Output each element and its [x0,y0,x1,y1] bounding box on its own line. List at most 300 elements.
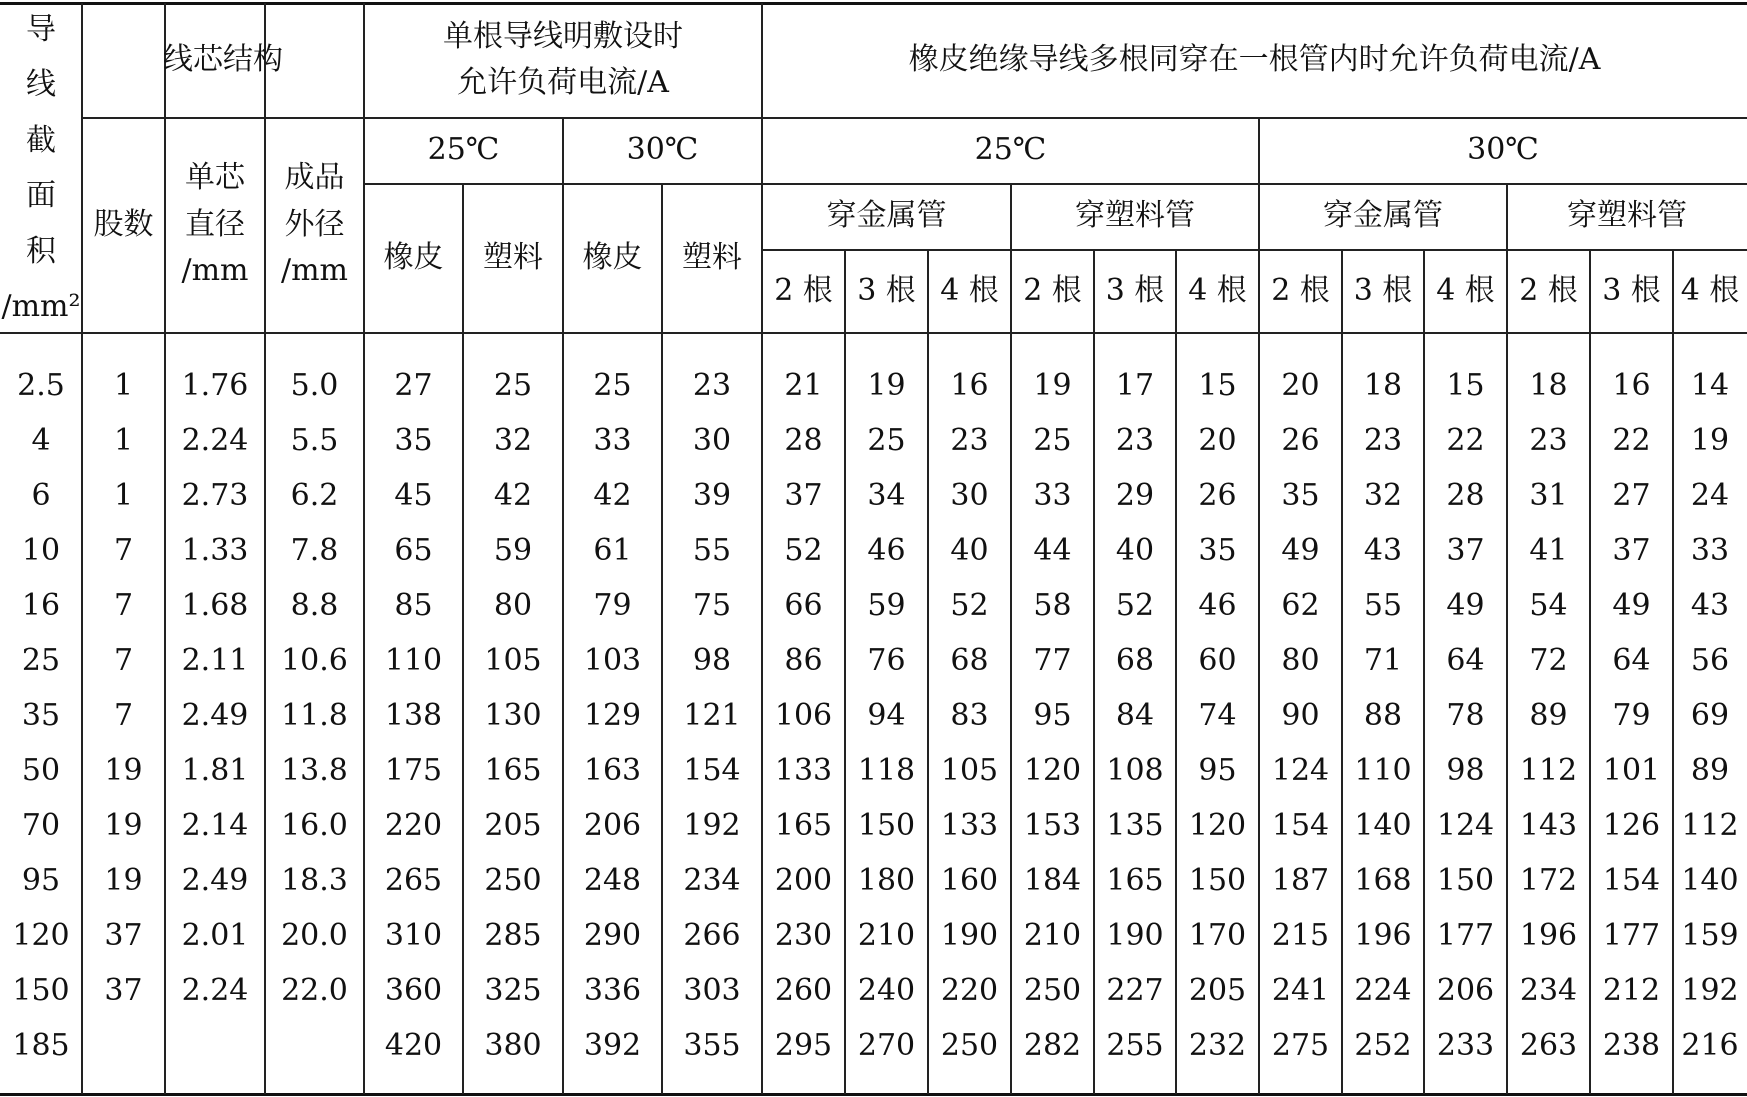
table-cell: 255 [1106,1027,1164,1063]
table-cell: 250 [940,1027,999,1063]
table-cell: 355 [683,1027,741,1063]
table-cell: 154 [1602,862,1661,898]
table-cell: 49 [1281,532,1320,568]
table-cell: 135 [1106,807,1164,843]
table-cell: 25 [1033,422,1072,458]
table-cell: 126 [1602,807,1661,843]
table-cell: 98 [1446,752,1485,788]
wire-count-header: 2 根 [1519,272,1578,308]
table-cell: 153 [1023,807,1082,843]
table-cell: 43 [1363,532,1403,568]
table-cell: 6 [31,477,51,513]
table-cell: 95 [1198,752,1237,788]
table-cell: 360 [384,972,443,1008]
table-cell: 150 [857,807,916,843]
table-cell: 79 [593,587,632,623]
table-cell: 89 [1690,752,1730,788]
table-cell: 2.49 [181,862,249,898]
single-wire-header-line: 允许负荷电流/A [457,65,669,100]
table-cell: 2.14 [181,807,249,843]
table-cell: 61 [593,532,632,568]
table-cell: 265 [384,862,443,898]
wire-count-header: 3 根 [1105,272,1165,308]
table-cell: 21 [784,367,823,403]
multi-wire-header: 橡皮绝缘导线多根同穿在一根管内时允许负荷电流/A [908,41,1601,77]
table-cell: 190 [940,917,999,953]
table-cell: 84 [1115,697,1155,733]
table-cell: 23 [692,367,732,403]
table-cell: 234 [1519,972,1578,1008]
table-cell: 22 [1612,422,1651,458]
wire-count-header: 2 根 [1271,272,1330,308]
table-cell: 105 [940,752,999,788]
table-cell [265,1019,364,1074]
single-wire-header-line: 单根导线明敷设时 [443,18,683,54]
table-cell: 16 [950,367,989,403]
table-cell: 33 [1690,532,1730,568]
table-cell: 37 [104,917,143,953]
table-cell: 72 [1529,642,1568,678]
table-cell: 20 [1281,367,1320,403]
single-25c-header: 25℃ [427,131,500,167]
table-cell: 380 [484,1027,542,1063]
table-cell: 206 [1436,972,1495,1008]
table-cell: 35 [394,422,433,458]
table-cell: 74 [1198,697,1237,733]
area-header-line: 线 [26,67,56,102]
table-cell: 250 [1023,972,1082,1008]
outer-diameter-header [265,117,364,333]
table-cell: 143 [1519,807,1578,843]
table-cell: 95 [21,862,61,898]
table-cell: 250 [484,862,542,898]
table-cell: 150 [1436,862,1495,898]
table-cell: 187 [1271,862,1330,898]
table-cell: 108 [1106,752,1164,788]
table-cell: 80 [493,587,533,623]
area-header-line: /mm² [1,289,81,324]
table-cell: 133 [940,807,999,843]
table-cell: 1.68 [181,587,249,623]
table-cell: 2.73 [181,477,249,513]
table-cell: 41 [1529,532,1568,568]
table-cell: 212 [1602,972,1661,1008]
table-cell: 25 [493,367,533,403]
table-cell: 205 [1188,972,1247,1008]
table-cell: 1.76 [181,367,249,403]
table-cell: 230 [774,917,833,953]
table-cell: 10 [21,532,61,568]
table-cell: 95 [1033,697,1072,733]
outer-diameter-header-line: 外径 [284,206,345,242]
wire-count-header: 2 根 [1023,272,1082,308]
single-30c-plastic: 塑料 [682,239,742,275]
table-cell: 165 [484,752,542,788]
table-cell: 19 [1690,422,1730,458]
table-cell: 52 [1115,587,1155,623]
table-cell: 14 [1690,367,1730,403]
table-cell: 1 [113,477,134,513]
table-cell: 30 [950,477,989,513]
table-cell: 50 [21,752,61,788]
table-cell: 15 [1446,367,1485,403]
single-25c-plastic: 塑料 [483,239,543,275]
table-cell: 150 [1188,862,1247,898]
table-cell: 29 [1115,477,1155,513]
table-cell: 37 [104,972,143,1008]
table-cell: 10.6 [281,642,348,678]
table-cell: 112 [1519,752,1578,788]
multi-30c-plastic-pipe: 穿塑料管 [1567,197,1687,233]
table-cell: 18 [1363,367,1403,403]
table-cell: 138 [384,697,443,733]
table-cell: 59 [867,587,906,623]
core-diameter-header-line: /mm [181,253,249,289]
table-cell: 90 [1281,697,1320,733]
table-cell: 25 [593,367,632,403]
table-cell: 168 [1354,862,1412,898]
table-cell: 110 [384,642,443,678]
table-cell: 8.8 [290,587,339,623]
table-cell: 49 [1446,587,1485,623]
table-cell: 76 [867,642,906,678]
table-cell: 42 [593,477,632,513]
table-cell: 238 [1602,1027,1661,1063]
table-cell: 163 [583,752,642,788]
table-cell: 17 [1115,367,1155,403]
table-cell: 85 [394,587,433,623]
table-cell: 52 [784,532,823,568]
table-cell: 23 [1363,422,1403,458]
table-cell: 30 [692,422,732,458]
table-cell: 200 [774,862,833,898]
table-cell: 290 [583,917,642,953]
table-cell: 15 [1198,367,1237,403]
table-cell: 32 [493,422,533,458]
table-cell: 7 [113,697,134,733]
table-cell: 56 [1690,642,1730,678]
table-cell: 18.3 [281,862,348,898]
table-cell: 70 [21,807,61,843]
table-cell: 55 [692,532,732,568]
core-diameter-header-line: 单芯 [185,160,245,196]
table-cell: 25 [21,642,61,678]
table-cell: 177 [1436,917,1495,953]
table-cell: 216 [1681,1027,1739,1063]
table-cell: 121 [683,697,741,733]
table-cell: 23 [950,422,989,458]
table-cell: 64 [1446,642,1485,678]
table-cell: 224 [1354,972,1412,1008]
table-cell: 83 [950,697,989,733]
single-wire-header [364,3,762,117]
table-cell: 227 [1106,972,1164,1008]
core-diameter-header-line: 直径 [185,206,245,242]
table-cell: 101 [1602,752,1661,788]
table-cell: 140 [1681,862,1739,898]
multi-25c-metal-pipe: 穿金属管 [826,197,947,233]
table-cell: 7 [113,587,134,623]
table-cell: 206 [583,807,642,843]
table-cell: 140 [1354,807,1412,843]
table-cell: 233 [1436,1027,1495,1063]
table-cell: 120 [12,917,70,953]
table-cell: 16 [21,587,61,623]
table-cell: 248 [583,862,642,898]
table-cell: 98 [692,642,732,678]
table-cell: 263 [1519,1027,1578,1063]
wire-count-header: 2 根 [774,272,833,308]
table-cell: 2.01 [181,917,249,953]
area-header-line: 积 [26,233,56,269]
table-cell: 22 [1446,422,1485,458]
table-cell: 159 [1681,917,1739,953]
table-cell: 18 [1529,367,1568,403]
table-cell: 40 [1115,532,1155,568]
table-cell: 210 [857,917,916,953]
wire-count-header: 4 根 [940,272,999,308]
single-30c-header: 30℃ [626,131,699,167]
table-cell: 46 [867,532,906,568]
table-cell: 2.24 [181,422,249,458]
wire-count-header: 4 根 [1188,272,1247,308]
table-cell: 282 [1023,1027,1082,1063]
table-cell: 192 [683,807,741,843]
table-cell: 7.8 [290,532,339,568]
table-cell: 24 [1690,477,1730,513]
table-cell: 205 [484,807,542,843]
table-cell: 49 [1612,587,1651,623]
table-cell: 160 [940,862,999,898]
table-cell: 68 [950,642,989,678]
table-cell: 68 [1115,642,1155,678]
table-cell: 210 [1023,917,1082,953]
table-cell: 64 [1612,642,1651,678]
table-cell: 46 [1198,587,1237,623]
table-cell: 220 [384,807,443,843]
table-cell: 190 [1106,917,1164,953]
table-cell: 120 [1023,752,1082,788]
table-cell: 78 [1446,697,1485,733]
table-cell: 89 [1529,697,1568,733]
table-cell: 165 [1106,862,1164,898]
table-cell: 175 [384,752,443,788]
table-cell: 58 [1033,587,1072,623]
outer-diameter-header-line: /mm [280,253,348,289]
table-cell: 129 [583,697,642,733]
table-cell: 40 [950,532,989,568]
table-cell: 27 [1612,477,1651,513]
table-cell: 71 [1363,642,1403,678]
table-cell: 184 [1023,862,1082,898]
table-cell: 32 [1363,477,1403,513]
table-cell: 1 [113,422,134,458]
table-cell: 62 [1281,587,1320,623]
table-cell: 150 [12,972,70,1008]
table-cell: 1.33 [181,532,249,568]
table-cell: 19 [867,367,906,403]
table-cell: 124 [1436,807,1495,843]
table-cell: 154 [683,752,741,788]
wire-count-header: 4 根 [1680,272,1740,308]
table-cell: 241 [1271,972,1330,1008]
table-cell: 42 [493,477,533,513]
table-cell: 35 [1281,477,1320,513]
table-cell: 420 [384,1027,443,1063]
table-cell: 43 [1690,587,1730,623]
table-cell: 260 [774,972,833,1008]
table-cell: 16.0 [281,807,348,843]
table-cell: 2.24 [181,972,249,1008]
table-cell: 232 [1188,1027,1247,1063]
table-cell: 80 [1281,642,1320,678]
table-cell: 54 [1529,587,1568,623]
table-cell: 19 [104,807,143,843]
table-cell: 88 [1363,697,1403,733]
core-diameter-header [165,117,265,333]
table-cell: 196 [1519,917,1578,953]
table-cell: 105 [484,642,542,678]
table-cell: 19 [104,862,143,898]
area-header-line: 导 [26,11,56,47]
table-cell: 220 [940,972,999,1008]
table-cell: 13.8 [281,752,348,788]
core-structure-header: 线芯结构 [163,41,283,77]
table-cell: 23 [1115,422,1155,458]
multi-30c-header: 30℃ [1467,131,1539,167]
table-cell: 133 [774,752,833,788]
table-cell: 234 [683,862,741,898]
table-cell: 215 [1271,917,1330,953]
table-cell: 2.11 [181,642,249,678]
table-cell: 45 [394,477,433,513]
table-cell: 26 [1198,477,1237,513]
table-cell: 94 [867,697,906,733]
table-cell: 2.49 [181,697,249,733]
table-cell: 310 [384,917,443,953]
table-cell: 44 [1033,532,1072,568]
single-30c-rubber: 橡皮 [582,239,643,275]
table-cell: 11.8 [281,697,348,733]
table-cell: 1.81 [181,752,249,788]
table-cell: 86 [784,642,823,678]
table-bottom-rule [0,1093,1747,1096]
table-cell: 120 [1188,807,1247,843]
table-cell: 28 [1446,477,1485,513]
table-cell: 69 [1690,697,1730,733]
table-cell: 285 [484,917,542,953]
area-header-line: 截 [26,122,56,158]
table-cell: 270 [857,1027,916,1063]
wire-count-header: 3 根 [1353,272,1413,308]
table-cell: 154 [1271,807,1330,843]
table-cell: 266 [683,917,741,953]
table-cell: 77 [1033,642,1072,678]
table-cell: 192 [1681,972,1739,1008]
table-cell: 336 [583,972,642,1008]
table-cell: 25 [867,422,906,458]
table-cell: 103 [583,642,642,678]
area-header [0,3,82,333]
table-cell: 33 [1033,477,1072,513]
single-25c-rubber: 橡皮 [383,239,444,275]
table-cell: 7 [113,532,134,568]
table-cell: 52 [950,587,989,623]
multi-25c-plastic-pipe: 穿塑料管 [1075,197,1195,233]
table-cell: 75 [692,587,732,623]
table-cell: 165 [774,807,833,843]
wire-count-header: 3 根 [1602,272,1661,308]
table-cell: 23 [1529,422,1568,458]
table-cell: 7 [113,642,134,678]
table-cell: 118 [857,752,916,788]
table-cell: 66 [784,587,823,623]
table-cell: 172 [1519,862,1578,898]
table-cell: 19 [1033,367,1072,403]
table-cell: 26 [1281,422,1320,458]
table-cell [82,1019,165,1074]
table-cell: 28 [784,422,823,458]
table-cell: 252 [1354,1027,1412,1063]
multi-30c-metal-pipe: 穿金属管 [1323,197,1443,233]
table-cell: 37 [1446,532,1485,568]
wire-count-header: 3 根 [857,272,916,308]
table-cell: 5.0 [290,367,339,403]
table-cell: 2.5 [17,367,65,403]
table-cell: 110 [1354,752,1412,788]
table-cell: 27 [394,367,433,403]
table-cell: 112 [1681,807,1739,843]
table-cell: 5.5 [290,422,339,458]
table-cell: 35 [1198,532,1237,568]
table-cell: 35 [21,697,61,733]
table-cell: 37 [1612,532,1651,568]
table-cell: 1 [113,367,134,403]
table-cell: 275 [1271,1027,1330,1063]
wire-count-header: 4 根 [1436,272,1495,308]
table-cell: 106 [774,697,833,733]
table-cell: 325 [484,972,542,1008]
table-cell: 20 [1198,422,1237,458]
table-cell: 4 [31,422,51,458]
table-cell: 34 [867,477,906,513]
table-cell: 19 [104,752,143,788]
table-cell: 170 [1188,917,1247,953]
table-cell: 177 [1602,917,1661,953]
table-cell: 130 [484,697,542,733]
table-cell: 303 [683,972,741,1008]
table-cell: 59 [493,532,533,568]
table-cell: 22.0 [281,972,348,1008]
table-cell: 79 [1612,697,1651,733]
outer-diameter-header-line: 成品 [284,160,345,196]
table-cell: 6.2 [290,477,339,513]
table-cell: 196 [1354,917,1412,953]
table-cell: 16 [1612,367,1651,403]
table-cell: 295 [774,1027,833,1063]
table-cell: 392 [583,1027,642,1063]
area-header-line: 面 [26,178,56,213]
table-cell: 33 [593,422,632,458]
table-cell: 180 [857,862,916,898]
table-cell: 31 [1529,477,1568,513]
table-cell: 185 [12,1027,70,1063]
table-cell: 37 [784,477,823,513]
table-cell: 39 [692,477,732,513]
table-cell: 65 [394,532,433,568]
multi-25c-header: 25℃ [974,131,1047,167]
table-cell: 60 [1198,642,1237,678]
